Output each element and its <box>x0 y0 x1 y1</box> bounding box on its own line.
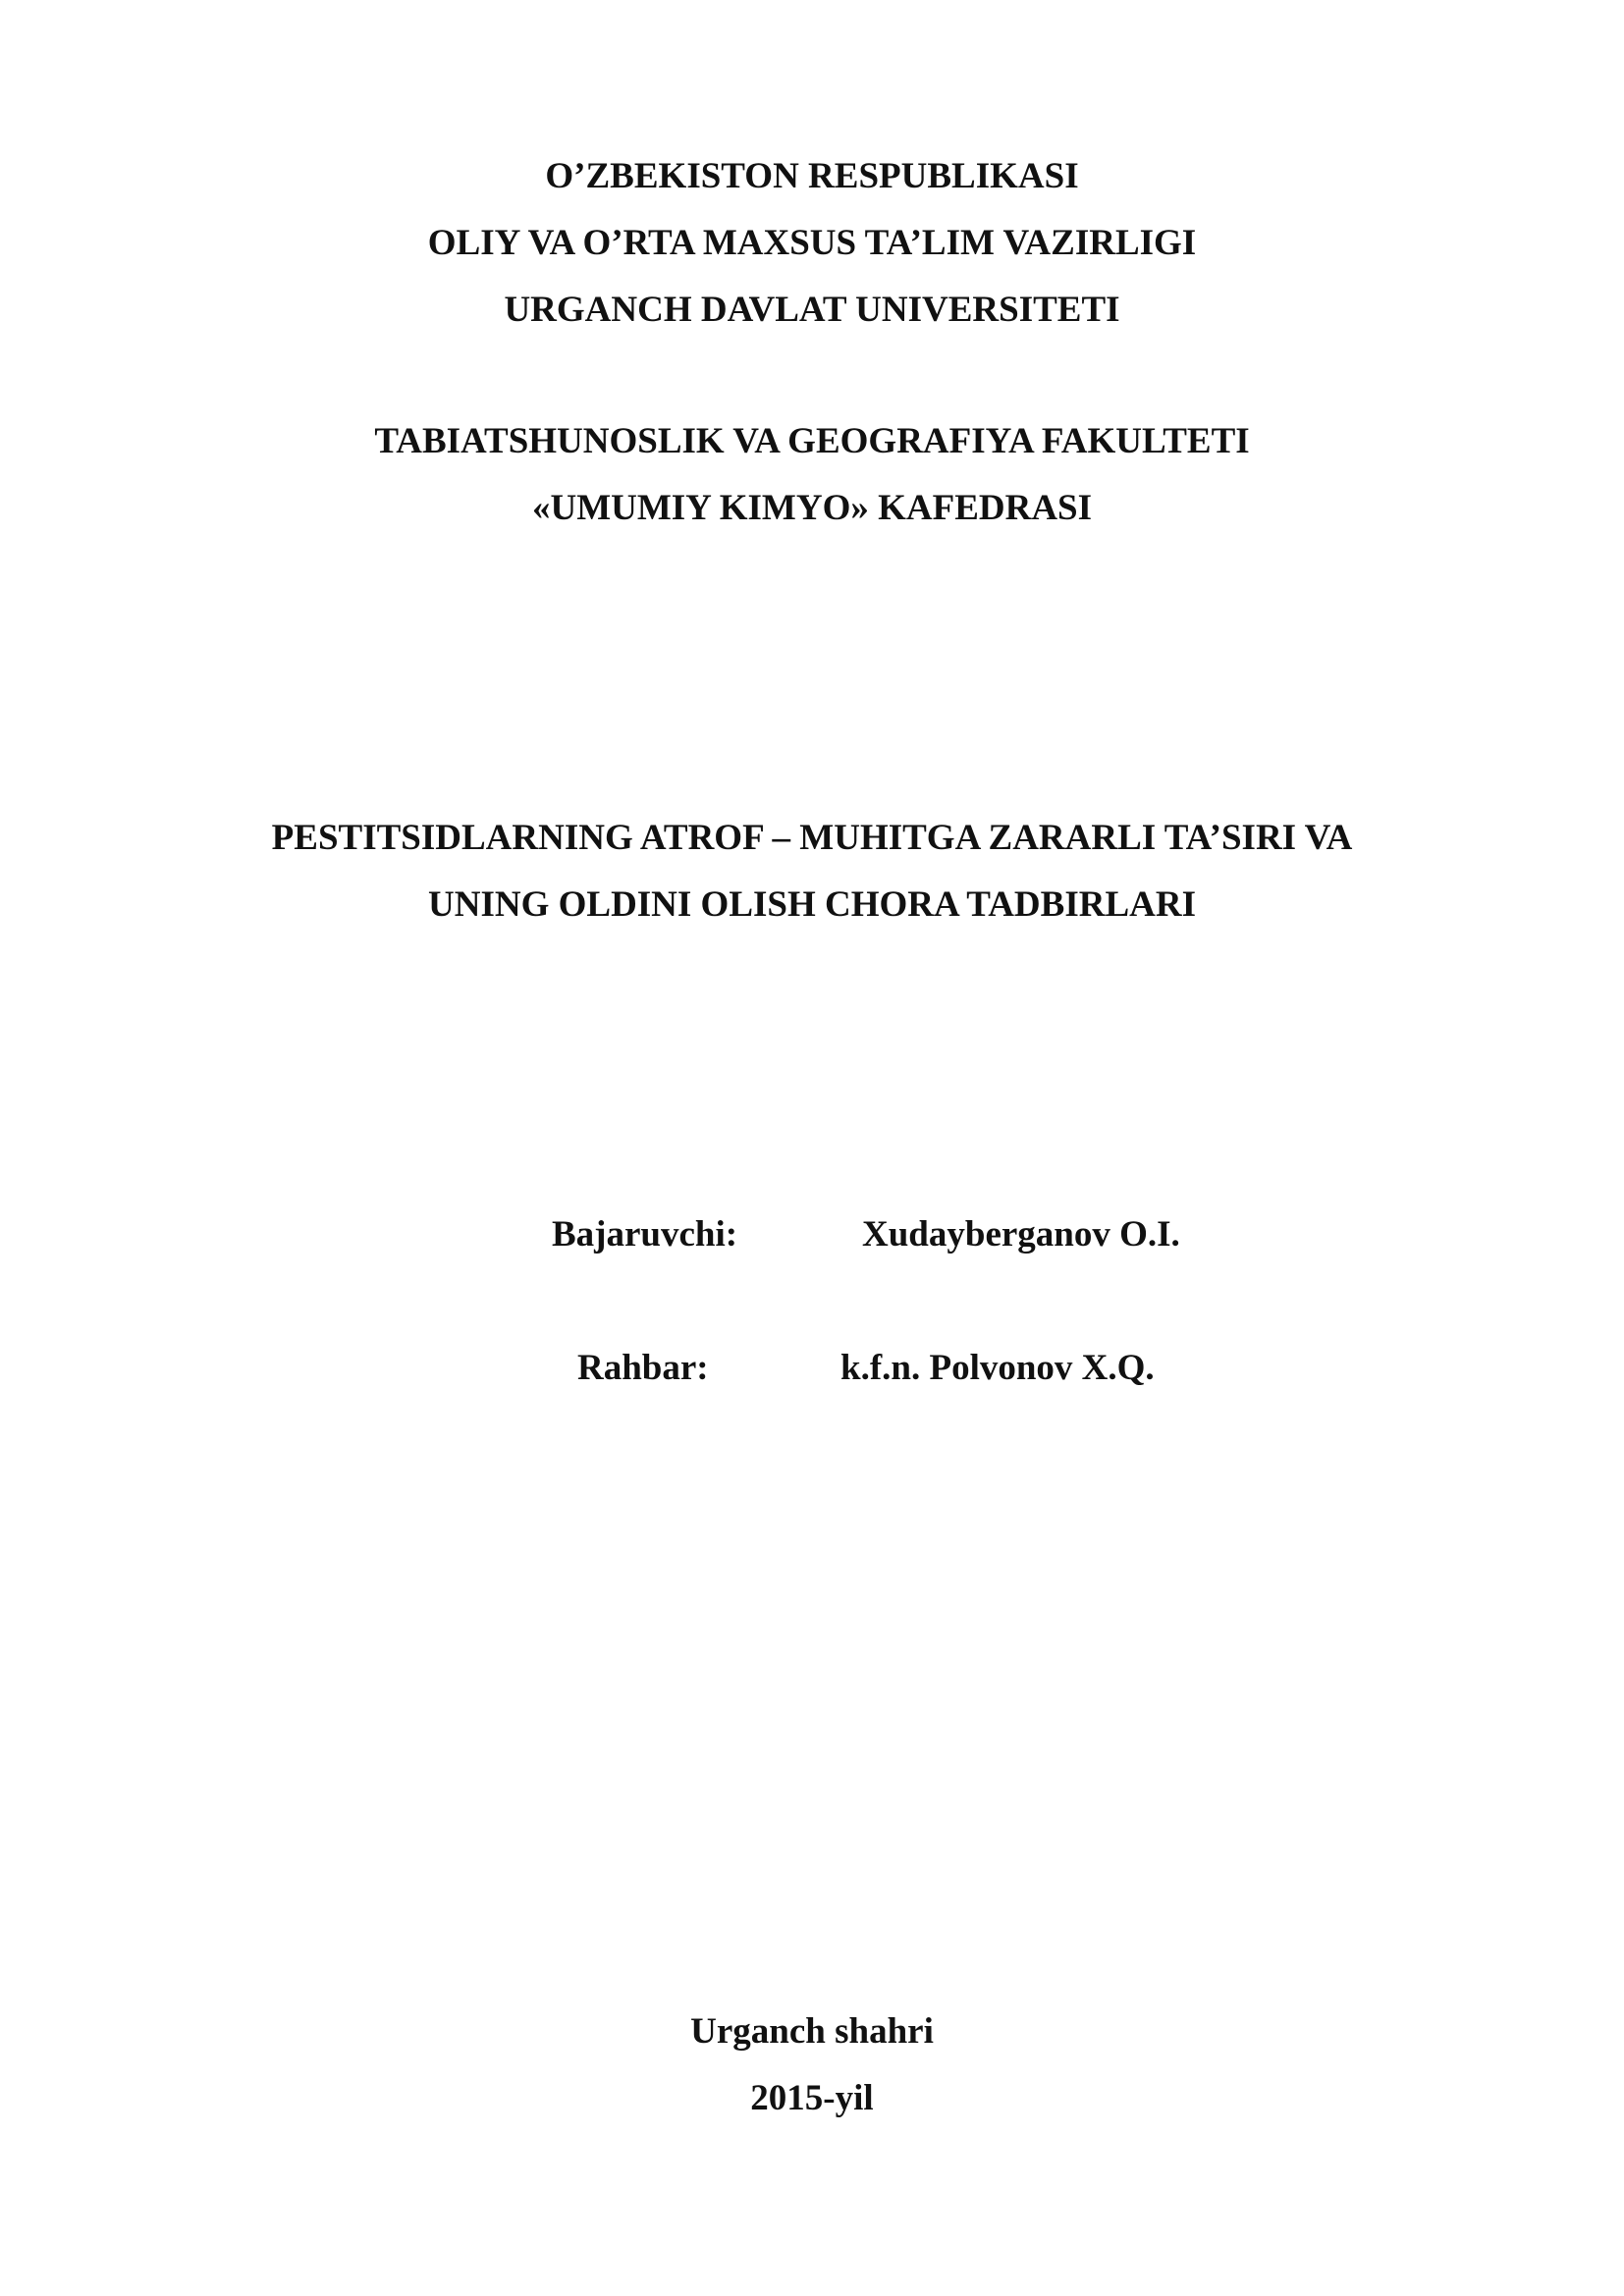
university-heading: URGANCH DAVLAT UNIVERSITETI <box>504 290 1120 330</box>
performer-row <box>0 1213 1624 1256</box>
country-heading: O’ZBEKISTON RESPUBLIKASI <box>545 156 1079 196</box>
department-heading: «UMUMIY KIMYO» KAFEDRASI <box>531 488 1093 528</box>
thesis-title-line-2: UNING OLDINI OLISH CHORA TADBIRLARI <box>428 884 1196 925</box>
performer-label: Bajaruvchi: <box>552 1214 738 1255</box>
performer-name: Xudayberganov O.I. <box>862 1214 1180 1255</box>
ministry-heading: OLIY VA O’RTA MAXSUS TA’LIM VAZIRLIGI <box>427 223 1197 263</box>
thesis-title-line-1: PESTITSIDLARNING ATROF – MUHITGA ZARARLI TA’SIRI VA <box>271 818 1353 858</box>
supervisor-name: k.f.n. Polvonov X.Q. <box>840 1348 1155 1388</box>
year: 2015-yil <box>750 2078 874 2118</box>
city: Urganch shahri <box>690 2011 934 2052</box>
faculty-heading: TABIATSHUNOSLIK VA GEOGRAFIYA FAKULTETI <box>374 421 1250 461</box>
supervisor-label: Rahbar: <box>577 1348 709 1388</box>
supervisor-row <box>0 1347 1624 1390</box>
